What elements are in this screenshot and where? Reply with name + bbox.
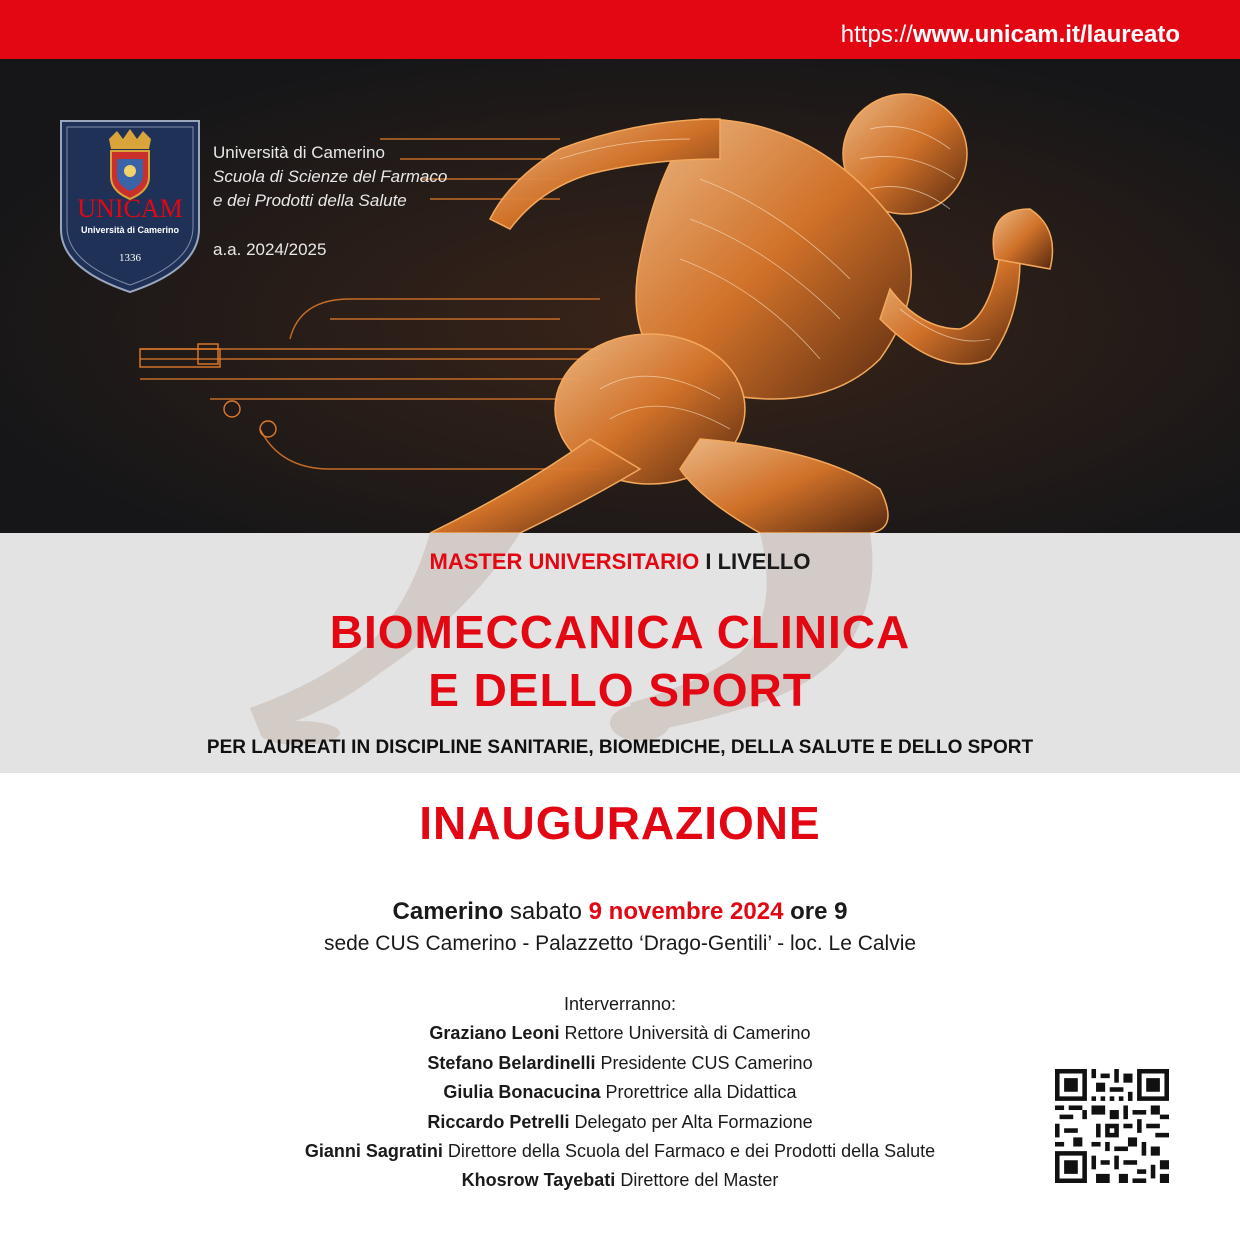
school-name-line2: e dei Prodotti della Salute xyxy=(213,191,407,210)
school-name-line1: Scuola di Scienze del Farmaco xyxy=(213,167,448,186)
event-heading: INAUGURAZIONE xyxy=(419,797,821,849)
speaker-item: Stefano Belardinelli Presidente CUS Camerino xyxy=(427,1052,813,1073)
speakers-intro: Interverranno: xyxy=(563,994,677,1014)
speaker-item: Giulia Bonacucina Prorettrice alla Didattica xyxy=(443,1082,797,1103)
event-venue: sede CUS Camerino - Palazzetto ‘Drago-Gentili’ - loc. Le Calvie xyxy=(323,932,917,955)
speaker-item: Graziano Leoni Rettore Università di Camerino xyxy=(429,1023,811,1044)
institution-name: Università di Camerino xyxy=(213,143,385,162)
academic-year: a.a. 2024/2025 xyxy=(213,240,327,259)
master-type: MASTER UNIVERSITARIO I LIVELLO xyxy=(429,549,811,574)
speaker-item: Riccardo Petrelli Delegato per Alta Formazione xyxy=(427,1111,813,1132)
audience-line: PER LAUREATI IN DISCIPLINE SANITARIE, BIOMEDICHE, DELLA SALUTE E DELLO SPORT xyxy=(206,737,1034,758)
master-title: BIOMECCANICA CLINICA E DELLO SPORT xyxy=(329,606,911,716)
speaker-item: Khosrow Tayebati Direttore del Master xyxy=(461,1170,779,1191)
svg-text:UNICAM: UNICAM xyxy=(77,194,183,223)
svg-text:Università di Camerino: Università di Camerino xyxy=(80,225,180,235)
qr-code[interactable] xyxy=(1055,1069,1169,1183)
svg-text:1336: 1336 xyxy=(119,252,141,264)
institution-block xyxy=(213,141,447,213)
speaker-item: Gianni Sagratini Direttore della Scuola del Farmaco e dei Prodotti della Salute xyxy=(304,1141,936,1162)
event-datetime: Camerino sabato 9 novembre 2024 ore 9 xyxy=(392,898,848,925)
top-bar xyxy=(0,0,1240,59)
website-link[interactable]: https://www.unicam.it/laureato xyxy=(840,21,1180,48)
hero-image xyxy=(0,59,1240,533)
speakers-list xyxy=(0,990,1240,1196)
unicam-crest-logo xyxy=(59,119,201,294)
